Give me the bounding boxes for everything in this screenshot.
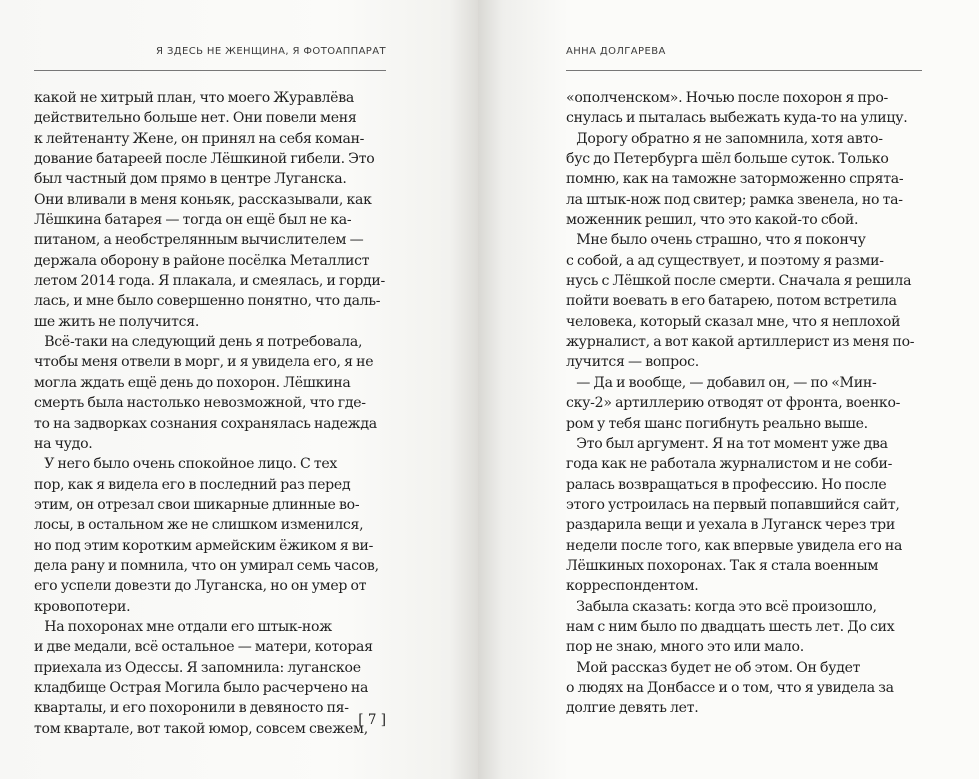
text-line: и две медали, всё остальное — матери, которая [34, 639, 373, 656]
text-line: Забыла сказать: когда это всё произошло, [566, 598, 877, 615]
text-line: пор не знаю, много это или мало. [566, 639, 804, 656]
text-line: кладбище Острая Могила было расчерчено на [34, 679, 369, 696]
header-rule [34, 70, 386, 71]
text-line: помню, как на таможне заторможенно спрята- [566, 171, 904, 188]
text-line: Мой рассказ будет не об этом. Он будет [566, 659, 861, 676]
text-line: ла штык-нож под свитер; рамка звенела, но та- [566, 191, 903, 208]
text-line: был частный дом прямо в центре Луганска. [34, 171, 347, 188]
header-rule [566, 70, 922, 71]
text-line: Дорогу обратно я не запомнила, хотя авто- [566, 130, 883, 147]
page-number: [ 7 ] [358, 712, 386, 728]
text-line: приехала из Одессы. Я запомнила: луганское [34, 659, 361, 676]
text-line: корреспондентом. [566, 578, 699, 595]
text-line: У него было очень спокойное лицо. С тех [34, 456, 338, 473]
text-line: с собой, а ад существует, и поэтому я разми- [566, 252, 884, 269]
text-line: Лёшкина батарея — тогда он ещё был не ка- [34, 212, 352, 229]
text-line: нам с ним было по двадцать шесть лет. До сих [566, 618, 895, 635]
text-line: Лёшкиных похоронах. Так я стала военным [566, 557, 879, 574]
text-line: ску-2» артиллерию отводят от фронта, военко- [566, 395, 901, 412]
text-line: На похоронах мне отдали его штык-нож [34, 618, 332, 635]
text-line: раздарила вещи и уехала в Луганск через три [566, 517, 895, 534]
text-line: кровопотери. [34, 598, 131, 615]
text-line: снулась и пыталась выбежать куда-то на улицу. [566, 110, 908, 127]
text-line: его успели довезти до Луганска, но он умер от [34, 578, 367, 595]
text-line: нусь с Лёшкой после смерти. Сначала я решила [566, 273, 912, 290]
text-line: бус до Петербурга шёл больше суток. Только [566, 151, 889, 168]
text-line: Они вливали в меня коньяк, рассказывали, как [34, 191, 372, 208]
text-line: ром у тебя шанс погибнуть реально выше. [566, 415, 868, 432]
text-line: том квартале, вот такой юмор, совсем свежем, [34, 720, 368, 737]
text-line: но под этим коротким армейским ёжиком я ви- [34, 537, 374, 554]
text-line: журналист, а вот какой артиллерист из меня по- [566, 334, 915, 351]
left-page [0, 0, 478, 779]
text-line: то на задворках сознания сохранялась надежда [34, 415, 377, 432]
text-line: недели после того, как впервые увидела его на [566, 537, 903, 554]
text-line: Это был аргумент. Я на тот момент уже два [566, 435, 888, 452]
text-line: могла ждать ещё день до похорон. Лёшкина [34, 374, 351, 391]
text-line: летом 2014 года. Я плакала, и смеялась, и горди- [34, 273, 386, 290]
text-line: ше жить не получится. [34, 313, 200, 330]
text-line: держала оборону в районе посёлка Металлист [34, 252, 370, 269]
left-page-text [34, 88, 386, 739]
text-line: о людях на Донбассе и о том, что я увидела за [566, 679, 894, 696]
text-line: пор, как я видела его в последний раз перед [34, 476, 351, 493]
right-page [478, 0, 979, 779]
text-line: дование батареей после Лёшкиной гибели. Это [34, 151, 375, 168]
text-line: этого устроилась на первый попавшийся сайт, [566, 496, 900, 513]
text-line: чтобы меня отвели в морг, и я увидела его, я не [34, 354, 374, 371]
text-line: на чудо. [34, 435, 93, 452]
running-head-author: АННА ДОЛГАРЕВА [566, 46, 666, 57]
text-line: ралась возвращаться в профессию. Но после [566, 476, 887, 493]
text-line: действительно больше нет. Они повели меня [34, 110, 357, 127]
text-line: к лейтенанту Жене, он принял на себя коман- [34, 130, 365, 147]
text-line: смерть была настолько невозможной, что где- [34, 395, 366, 412]
text-line: человека, который сказал мне, что я неплохой [566, 313, 901, 330]
text-line: года как не работала журналистом и не соби- [566, 456, 893, 473]
text-line: моженник решил, что это какой-то сбой. [566, 212, 859, 229]
text-line: лосы, в остальном же не слишком изменился, [34, 517, 364, 534]
text-line: Мне было очень страшно, что я покончу [566, 232, 866, 249]
text-line: дела рану и помнила, что он умирал семь часов, [34, 557, 379, 574]
text-line: этим, он отрезал свои шикарные длинные во- [34, 496, 360, 513]
text-line: пойти воевать в его батарею, потом встретила [566, 293, 897, 310]
text-line: — Да и вообще, — добавил он, — по «Мин- [566, 374, 877, 391]
text-line: Всё-таки на следующий день я потребовала, [34, 334, 363, 351]
text-line: какой не хитрый план, что моего Журавлёва [34, 90, 355, 106]
text-line: лучится — вопрос. [566, 354, 699, 371]
right-page-text [566, 88, 922, 719]
text-line: питаном, а необстрелянным вычислителем — [34, 232, 364, 249]
text-line: долгие девять лет. [566, 700, 699, 717]
text-line: лась, и мне было совершенно понятно, что даль- [34, 293, 381, 310]
text-line: кварталы, и его похоронили в девяносто пя- [34, 700, 349, 717]
text-line: «ополченском». Ночью после похорон я про- [566, 90, 889, 106]
running-head-book-title: Я ЗДЕСЬ НЕ ЖЕНЩИНА, Я ФОТОАППАРАТ [156, 46, 386, 57]
